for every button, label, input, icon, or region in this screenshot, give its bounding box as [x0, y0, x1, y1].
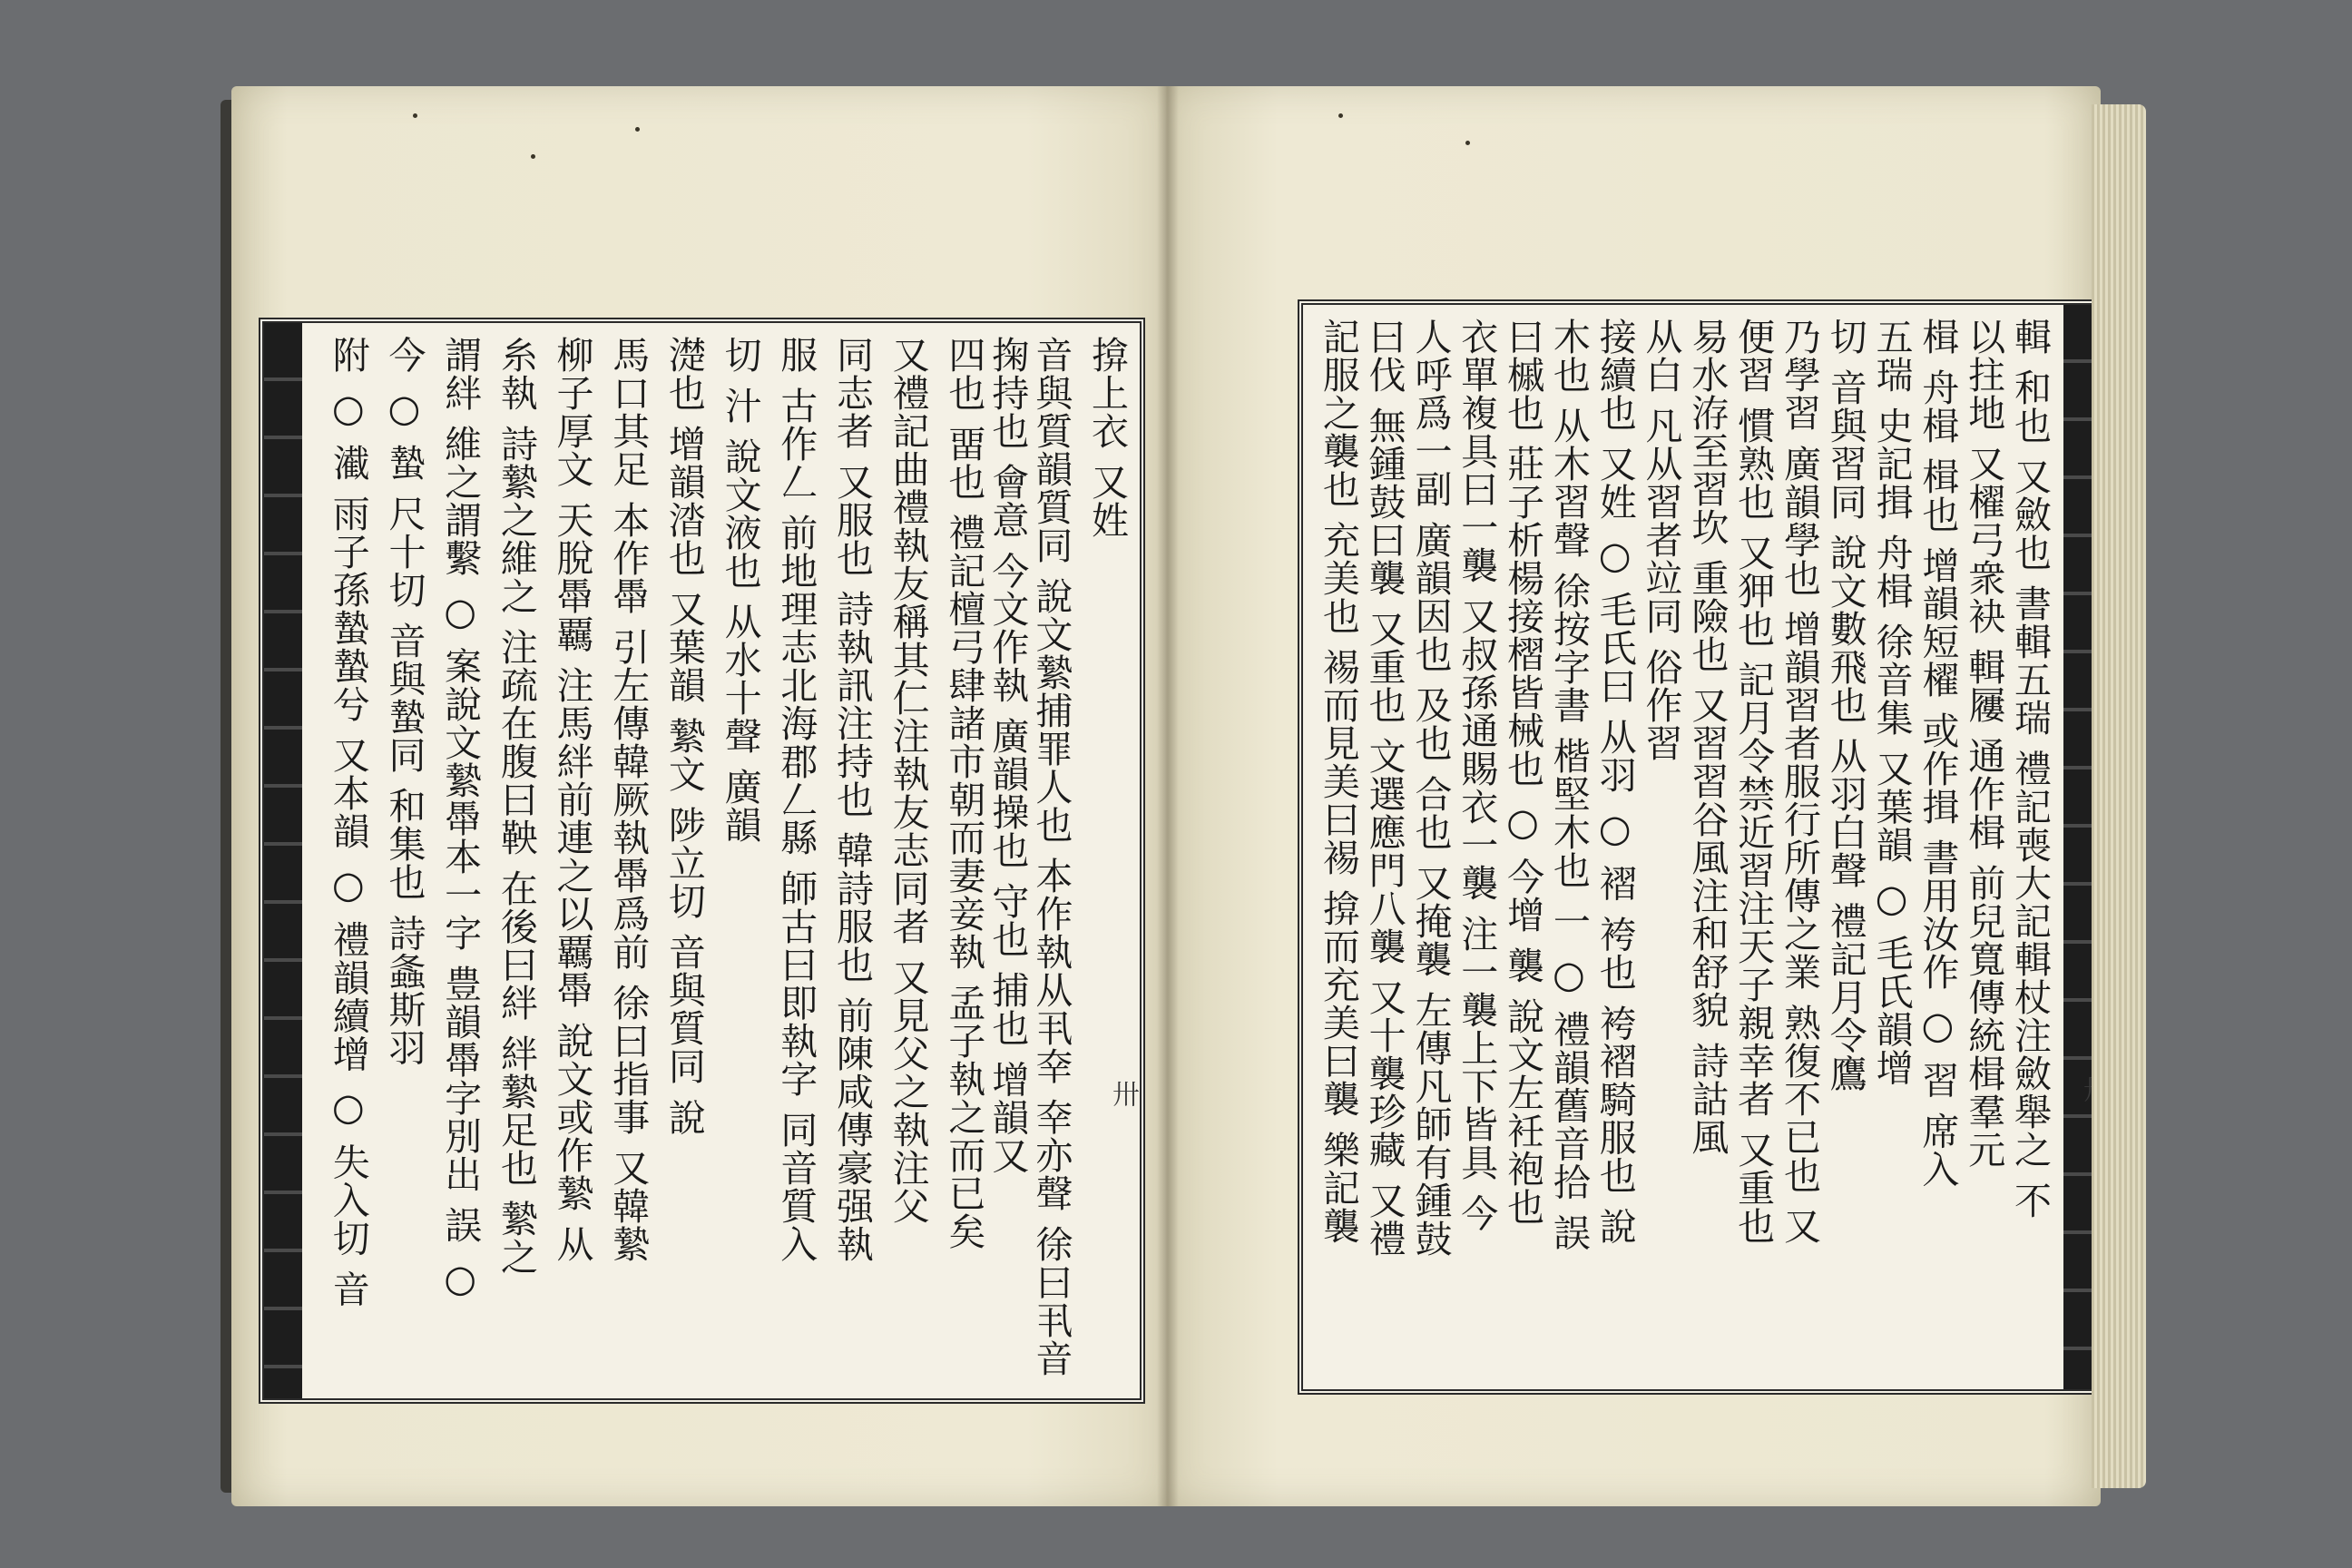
paper-speck — [531, 154, 535, 159]
text-column: 易水洊至習坎 重險也 又習習谷風注和舒貌 詩詁風 — [1685, 318, 1730, 1157]
right-print-block — [1298, 299, 2107, 1395]
text-column: 又禮記曲禮執友稱其仁注執友志同者 又見父之執注父 — [886, 336, 930, 1226]
text-column: 乃學習 廣韻學也 增韻習者服行所傳之業 熟復不已也 又 — [1777, 318, 1821, 1246]
open-book — [231, 86, 2128, 1506]
text-column: 人呼爲一副 廣韻因也 及也 合也 又掩襲 左傳凡師有鍾鼓 — [1408, 318, 1453, 1259]
text-column: 曰槭也 莊子析楊接槢皆械也 ○ 今增 襲 說文左衽袍也 — [1501, 318, 1545, 1227]
text-column: 輯 和也 又斂也 書輯五瑞 禮記喪大記輯杖注斂舉之 不 — [2008, 318, 2052, 1220]
text-column: 音與質韻質同 說文縶捕罪人也 本作執从丮㚔 㚔亦聲 徐曰丮音掬持也 會意 今文作執 廣韻操也 守也 捕也 增韻又 — [985, 336, 1073, 1378]
text-column: 从白 凡从習者竝同 俗作習 — [1639, 318, 1683, 763]
text-column: 揜上衣 又姓 — [1085, 336, 1129, 540]
paper-speck — [1338, 113, 1343, 118]
text-column: 四也 畱也 禮記檀弓肆諸市朝而妻妾執 孟子執之而已矣 — [942, 336, 986, 1251]
paper-speck — [1465, 141, 1470, 145]
text-column: 木也 从木習聲 徐按字書 楷堅木也 一 ○ 禮韻舊音拾 誤 — [1546, 318, 1591, 1252]
text-column: 接續也 又姓 ○ 毛氏曰 从羽 ○ 褶 袴也 袴褶騎服也 說 — [1592, 318, 1637, 1246]
text-column: 便習 慣熟也 又狎也 記月令禁近習注天子親幸者 又重也 — [1731, 318, 1776, 1246]
text-column: 五瑞 史記揖 舟楫 徐音集 又葉韻 ○ 毛氏韻增 — [1869, 318, 1914, 1087]
text-column: 今 ○ 蟄 尺十切 音與蟄同 和集也 詩螽斯羽 — [382, 336, 426, 1067]
left-print-block — [259, 318, 1145, 1404]
text-column: 馬口其足 本作馽 引左傳韓厥執馽爲前 徐曰指事 又韓縶 — [606, 336, 651, 1264]
text-column: 楫 舟楫 楫也 增韻短櫂 或作揖 書用汝作 ○ 習 席入 — [1916, 318, 1960, 1189]
paper-speck — [413, 113, 417, 118]
left-block-margin-strip — [264, 323, 302, 1398]
text-column: 同志者 又服也 詩執訊注持也 韓詩服也 前陳咸傳豪强執 — [829, 336, 874, 1264]
page-number: 卅 — [1107, 1080, 1139, 1107]
right-text-columns — [1314, 318, 2052, 1377]
page-stack-edge — [2092, 104, 2146, 1488]
text-column: 濋也 增韻涾也 又葉韻 縶文 陟立切 音與質同 說 — [662, 336, 706, 1137]
left-page — [231, 86, 1166, 1506]
text-column: 切 汁 說文液也 从水十聲 廣韻 — [718, 336, 762, 845]
text-column: 曰伐 無鍾鼓曰襲 又重也 文選應門八襲 又十襲珍藏 又禮 — [1362, 318, 1406, 1259]
paper-speck — [635, 127, 640, 132]
text-column: 服 古作𠃋 前地理志北海郡𠃋縣 師古曰即執字 同音質入 — [774, 336, 818, 1264]
text-column: 糸執 詩縶之維之 注疏在腹曰鞅 在後曰絆 絆縶足也 縶之 — [494, 336, 538, 1277]
text-column: 謂絆 維之謂繫 ○ 案說文縶馽本一字 豊韻馽字別出 誤 ○ — [438, 336, 483, 1302]
left-text-columns — [314, 336, 1129, 1386]
text-column: 切 音與習同 說文數飛也 从羽白聲 禮記月令鷹 — [1823, 318, 1867, 1093]
right-page — [1166, 86, 2101, 1506]
text-column: 柳子厚文 天脫馽覊 注馬絆前連之以覊馽 說文或作縶 从 — [550, 336, 594, 1264]
text-column: 附 ○ 㵶 雨子孫蟄蟄兮 又本韻 ○ 禮韻續增 ○ 失入切 音 — [326, 336, 370, 1308]
text-column: 記服之襲也 充美也 裼而見美曰裼 揜而充美曰襲 樂記襲 — [1316, 318, 1360, 1246]
text-column: 以拄地 又櫂弓衆袂 輯屨 通作楫 前兒寬傳統楫羣元 — [1962, 318, 2006, 1170]
book-gutter — [1157, 86, 1179, 1506]
text-column: 衣單複具曰一襲 又叔孫通賜衣一襲 注一襲上下皆具 今 — [1455, 318, 1499, 1233]
